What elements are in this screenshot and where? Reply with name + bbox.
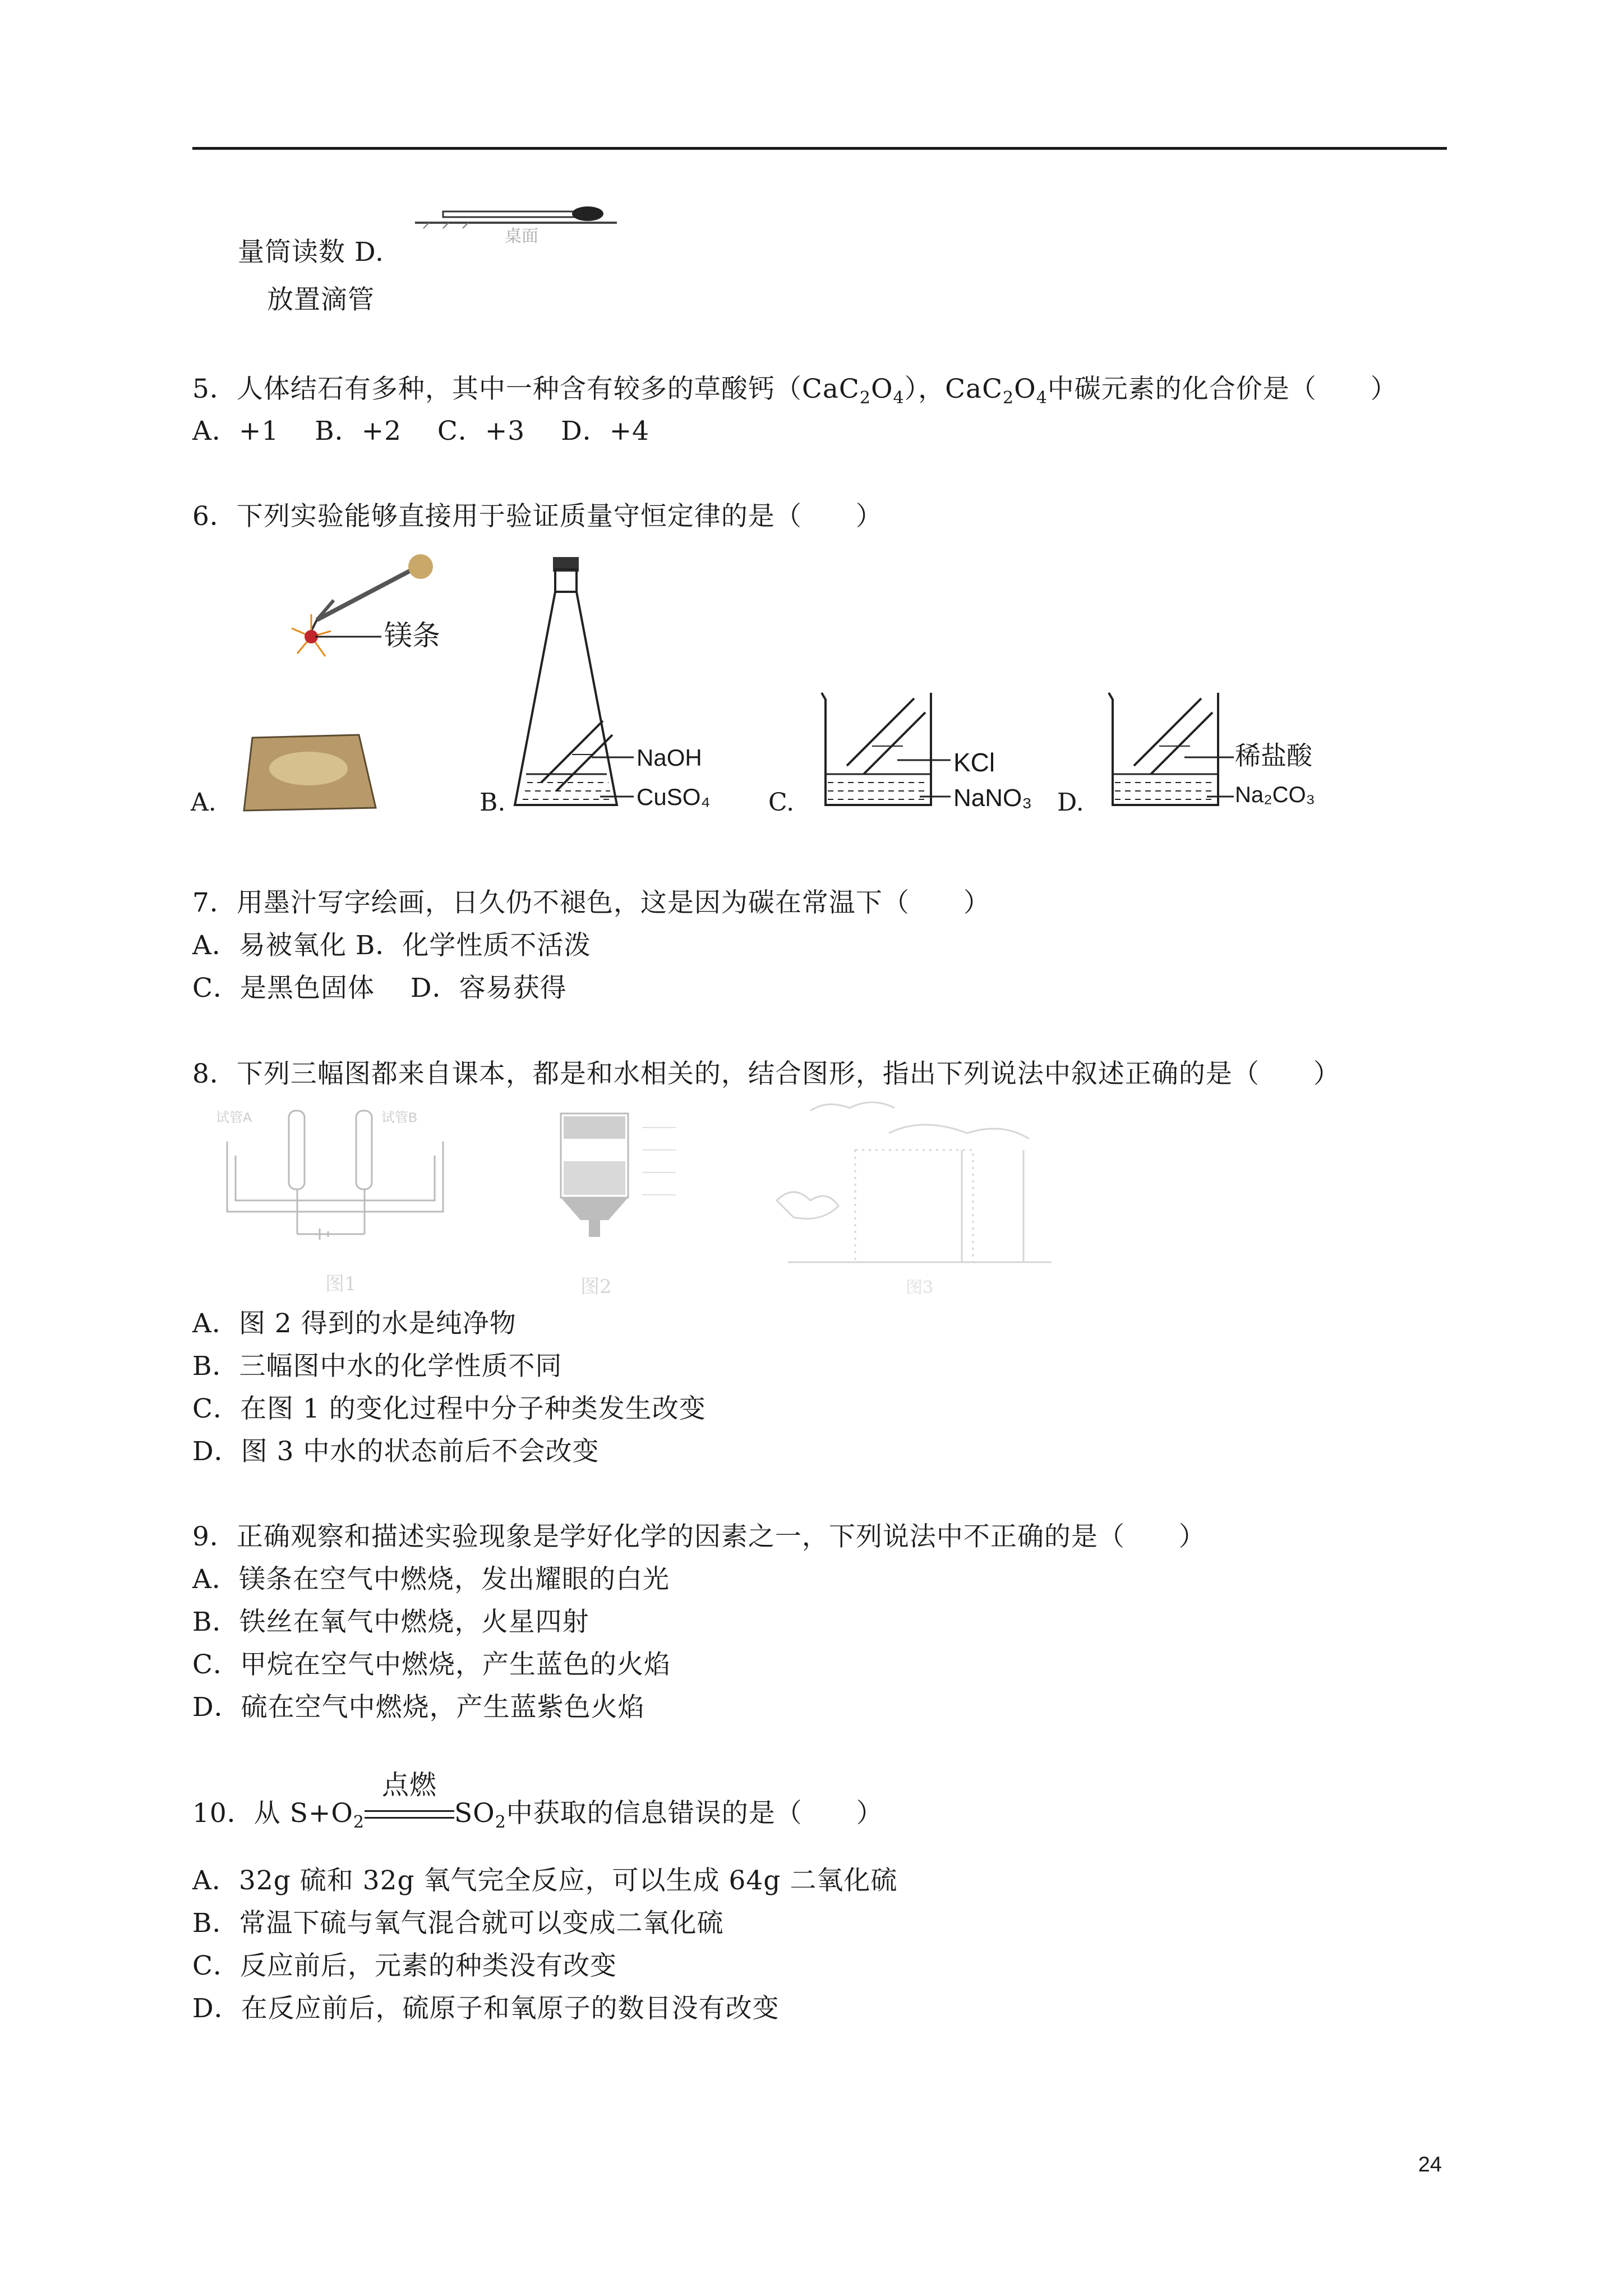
q6-option-c: C.	[768, 788, 795, 817]
beaker-d-bottom-label: Na₂CO₃	[1235, 783, 1315, 807]
q7-options-line2: C．是黑色固体 D．容易获得	[192, 973, 567, 1004]
q4-option-text: 量筒读数 D.	[238, 237, 384, 268]
q6-option-a: A.	[191, 788, 216, 817]
q9-option-c: C．甲烷在空气中燃烧，产生蓝色的火焰	[192, 1649, 671, 1680]
q8-option-a: A．图 2 得到的水是纯净物	[192, 1308, 517, 1339]
beaker-d-figure	[1109, 693, 1315, 807]
beaker-d-top-label: 稀盐酸	[1235, 741, 1312, 770]
q6-option-b: B.	[479, 788, 506, 817]
q6-option-d: D.	[1057, 788, 1084, 817]
q5-stem: 5．人体结石有多种，其中一种含有较多的草酸钙$(CaC_2O_4)$，$CaC_2O_4$中碳元素的化合价是（ ）	[192, 374, 1398, 408]
beaker-c-top-label: KCl	[953, 748, 995, 777]
q7-options-line1: A．易被氧化 B．化学性质不活泼	[192, 930, 591, 961]
flask-bottom-label: CuSO₄	[637, 784, 711, 810]
q6-stem: 6．下列实验能够直接用于验证质量守恒定律的是（ ）	[192, 501, 883, 532]
mg-burning-figure	[244, 554, 440, 811]
dropper-caption: 桌面	[505, 227, 538, 246]
q10-option-c: C．反应前后，元素的种类没有改变	[192, 1950, 617, 1981]
q10-option-b: B．常温下硫与氧气混合就可以变成二氧化硫	[192, 1908, 724, 1939]
q5-options: A．+1 B．+2 C．+3 D．+4	[192, 416, 650, 447]
fig3-caption: 图3	[906, 1278, 934, 1297]
q10-stem: 10．从 $S+O_2$ 点燃 $SO_2$中获取的信息错误的是（ ）	[192, 1770, 883, 1832]
mg-label: 镁条	[384, 620, 440, 651]
q7-stem: 7．用墨汁写字绘画，日久仍不褪色，这是因为碳在常温下（ ）	[192, 887, 990, 918]
q4-option-d-text: 放置滴管	[267, 284, 375, 315]
q9-option-b: B．铁丝在氧气中燃烧，火星四射	[192, 1607, 589, 1637]
dropper-on-table-figure	[409, 199, 623, 244]
water-purifier-figure	[561, 1114, 676, 1237]
q9-option-a: A．镁条在空气中燃烧，发出耀眼的白光	[192, 1564, 670, 1595]
reaction-condition: 点燃	[365, 1797, 454, 1830]
water-cycle-figure	[777, 1102, 1052, 1262]
q8-figures	[193, 1099, 1091, 1313]
q8-stem: 8．下列三幅图都来自课本，都是和水相关的，结合图形，指出下列说法中叙述正确的是（ ）	[192, 1059, 1340, 1089]
beaker-c-figure	[822, 693, 1032, 812]
fig2-caption: 图2	[580, 1276, 612, 1298]
tube-b-label: 试管B	[381, 1110, 418, 1125]
q10-option-d: D．在反应前后，硫原子和氧原子的数目没有改变	[192, 1993, 780, 2024]
page-number: 24	[1418, 2153, 1442, 2177]
q9-option-d: D．硫在空气中燃烧，产生蓝紫色火焰	[192, 1692, 645, 1723]
flask-figure	[515, 557, 711, 810]
fig1-caption: 图1	[325, 1273, 357, 1295]
q9-stem: 9．正确观察和描述实验现象是学好化学的因素之一，下列说法中不正确的是（ ）	[192, 1521, 1206, 1552]
q8-option-d: D．图 3 中水的状态前后不会改变	[192, 1436, 600, 1467]
q8-option-c: C．在图 1 的变化过程中分子种类发生改变	[192, 1393, 706, 1424]
q6-figures	[191, 553, 1357, 827]
q8-option-b: B．三幅图中水的化学性质不同	[192, 1351, 562, 1382]
header-rule	[192, 147, 1447, 150]
flask-top-label: NaOH	[637, 744, 702, 771]
q10-option-a: A．32g 硫和 32g 氧气完全反应，可以生成 64g 二氧化硫	[192, 1865, 898, 1896]
beaker-c-bottom-label: NaNO₃	[953, 784, 1032, 812]
electrolysis-figure	[227, 1111, 443, 1240]
tube-a-label: 试管A	[216, 1110, 252, 1125]
